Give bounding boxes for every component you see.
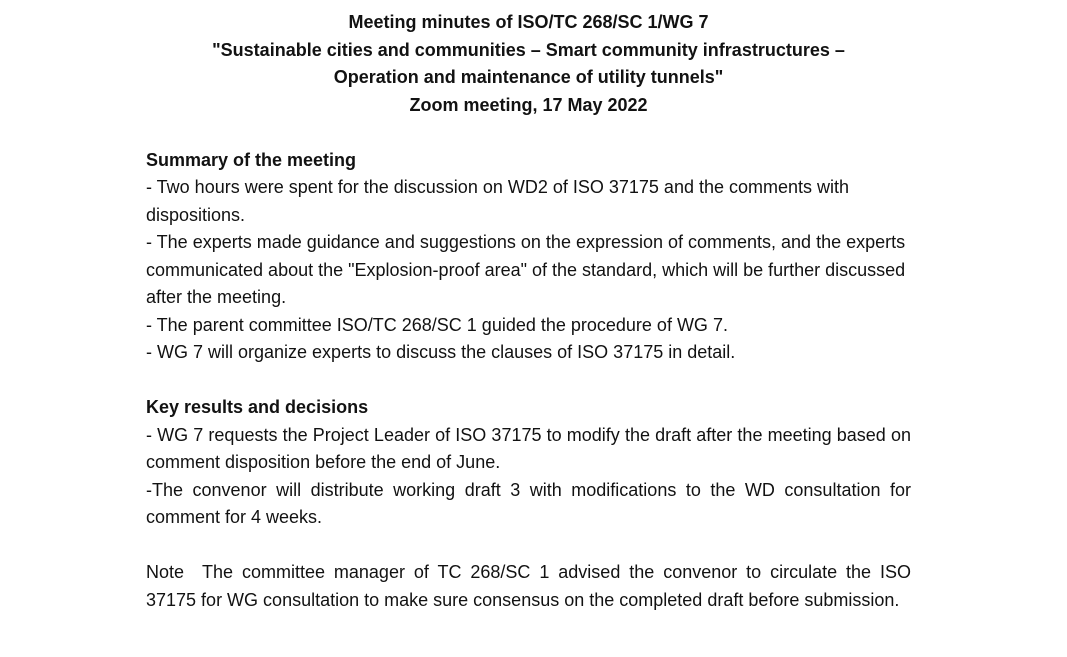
- paragraph: - WG 7 will organize experts to discuss the clauses of ISO 37175 in detail.: [146, 342, 736, 362]
- title-line-3: Operation and maintenance of utility tunnels": [333, 67, 724, 87]
- title-line-1: Meeting minutes of ISO/TC 268/SC 1/WG 7: [348, 12, 709, 32]
- paragraph: - WG 7 requests the Project Leader of ISO 37175 to modify the draft after the meeting based on comment disposition before the end of June.: [146, 424, 911, 472]
- blank-line: [146, 367, 911, 395]
- title-block: [146, 9, 911, 119]
- section-key-results: [146, 394, 911, 532]
- note-paragraph: Note The committee manager of TC 268/SC 1 advised the convenor to circulate the ISO 37175 for WG consultation to make sure consensus on the completed draft before submission.: [146, 562, 911, 610]
- paragraph: - The parent committee ISO/TC 268/SC 1 guided the procedure of WG 7.: [146, 314, 728, 335]
- paragraph: -The convenor will distribute working draft 3 with modifications to the WD consultation for comment for 4 weeks.: [146, 479, 911, 527]
- blank-line: [146, 532, 911, 560]
- paragraph: - Two hours were spent for the discussion on WD2 of ISO 37175 and the comments with dispositions.: [146, 177, 850, 225]
- title-line-4: Zoom meeting, 17 May 2022: [409, 94, 648, 115]
- section-note: [146, 559, 911, 614]
- title-line-2: "Sustainable cities and communities – Smart community infrastructures –: [212, 39, 845, 60]
- section-heading-key-results: Key results and decisions: [146, 397, 369, 417]
- paragraph: - The experts made guidance and suggestions on the expression of comments, and the experts communicated about the "Explosion-proof area" of the standard, which will be further discussed after the meeting.: [146, 232, 906, 307]
- section-heading-summary: Summary of the meeting: [146, 149, 357, 170]
- blank-line: [146, 119, 911, 147]
- section-summary: [146, 147, 911, 367]
